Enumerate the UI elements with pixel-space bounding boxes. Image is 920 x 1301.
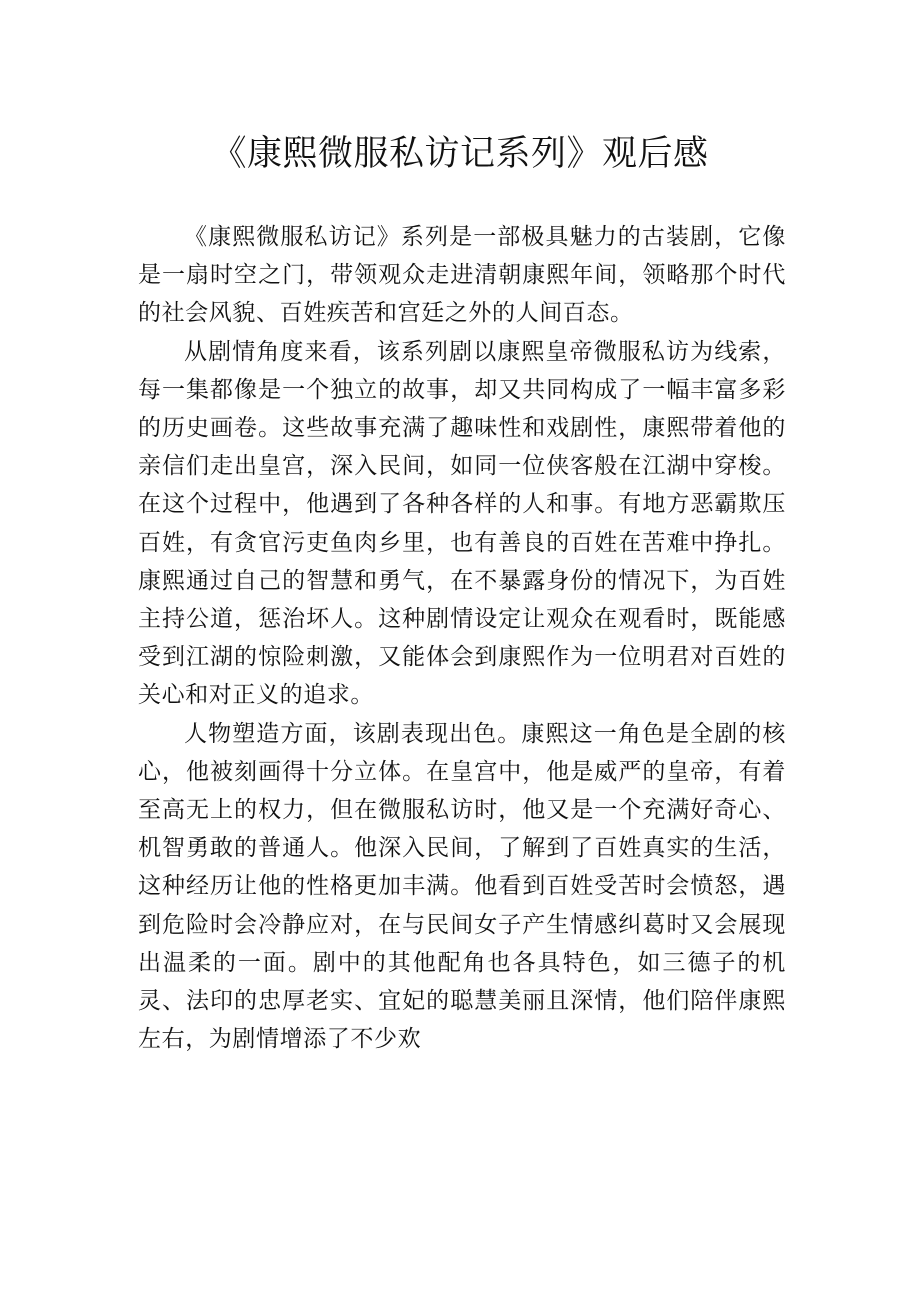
paragraph-2: 从剧情角度来看，该系列剧以康熙皇帝微服私访为线索，每一集都像是一个独立的故事，却又共同构成了一幅丰富多彩的历史画卷。这些故事充满了趣味性和戏剧性，康熙带着他的亲信们走出皇宫，深入民间，如同一位侠客般在江湖中穿梭。在这个过程中，他遇到了各种各样的人和事。有地方恶霸欺压百姓，有贪官污吏鱼肉乡里，也有善良的百姓在苦难中挣扎。康熙通过自己的智慧和勇气，在不暴露身份的情况下，为百姓主持公道，惩治坏人。这种剧情设定让观众在观看时，既能感受到江湖的惊险刺激，又能体会到康熙作为一位明君对百姓的关心和对正义的追求。 [138, 338, 786, 709]
document-body [138, 218, 786, 1058]
paragraph-1: 《康熙微服私访记》系列是一部极具魅力的古装剧，它像是一扇时空之门，带领观众走进清朝康熙年间，领略那个时代的社会风貌、百姓疾苦和宫廷之外的人间百态。 [138, 224, 786, 327]
document-title: 《康熙微服私访记系列》观后感 [211, 134, 709, 174]
paragraph-3: 人物塑造方面，该剧表现出色。康熙这一角色是全剧的核心，他被刻画得十分立体。在皇宫中，他是威严的皇帝，有着至高无上的权力，但在微服私访时，他又是一个充满好奇心、机智勇敢的普通人。他深入民间，了解到了百姓真实的生活，这种经历让他的性格更加丰满。他看到百姓受苦时会愤怒，遇到危险时会冷静应对，在与民间女子产生情感纠葛时又会展现出温柔的一面。剧中的其他配角也各具特色，如三德子的机灵、法印的忠厚老实、宜妃的聪慧美丽且深情，他们陪伴康熙左右，为剧情增添了不少欢 [138, 720, 786, 1053]
